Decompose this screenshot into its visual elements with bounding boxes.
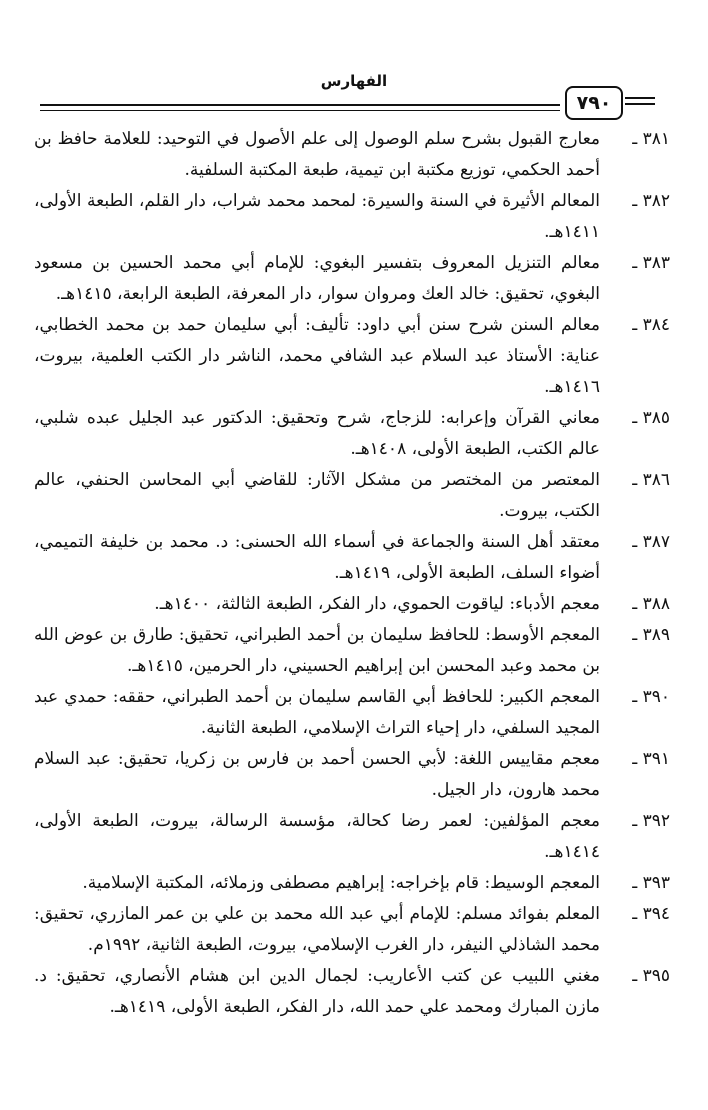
entry-number: ٣٩٤ ـ	[632, 904, 670, 924]
header-rule-thin	[40, 110, 560, 111]
bibliography-entry	[34, 403, 670, 465]
bibliography-list	[34, 124, 670, 1023]
entry-number: ٣٩٢ ـ	[632, 811, 670, 831]
bibliography-entry	[34, 899, 670, 961]
header-title: الفهارس	[320, 72, 388, 90]
entry-number: ٣٨١ ـ	[632, 129, 670, 149]
entry-number: ٣٩٠ ـ	[632, 687, 670, 707]
entry-text: معاني القرآن وإعرابه: للزجاج، شرح وتحقيق: الدكتور عبد الجليل عبده شلبي، عالم الكتب، الطبعة الأولى، ١٤٠٨هـ.	[34, 408, 600, 459]
entry-text: المعجم الكبير: للحافظ أبي القاسم سليمان بن أحمد الطبراني، حققه: حمدي عبد المجيد السلفي، دار إحياء التراث الإسلامي، الطبعة الثانية.	[34, 687, 600, 738]
entry-text: معالم السنن شرح سنن أبي داود: تأليف: أبي سليمان حمد بن محمد الخطابي، عناية: الأستاذ عبد السلام عبد الشافي محمد، الناشر دار الكتب العلمية، بيروت، ١٤١٦هـ.	[34, 315, 600, 397]
bibliography-entry	[34, 868, 670, 899]
bibliography-entry	[34, 527, 670, 589]
entry-text: المعتصر من المختصر من مشكل الآثار: للقاضي أبي المحاسن الحنفي، عالم الكتب، بيروت.	[34, 470, 600, 521]
bibliography-entry	[34, 465, 670, 527]
entry-text: المعجم الأوسط: للحافظ سليمان بن أحمد الطبراني، تحقيق: طارق بن عوض الله بن محمد وعبد المحسن ابن إبراهيم الحسيني، دار الحرمين، ١٤١٥هـ.	[34, 625, 600, 676]
bibliography-entry	[34, 186, 670, 248]
entry-text: معارج القبول بشرح سلم الوصول إلى علم الأصول في التوحيد: للعلامة حافظ بن أحمد الحكمي، توزيع مكتبة ابن تيمية، طبعة المكتبة السلفية.	[34, 129, 600, 180]
entry-text: المعلم بفوائد مسلم: للإمام أبي عبد الله محمد بن علي بن عمر المازري، تحقيق: محمد الشاذلي النيفر، دار الغرب الإسلامي، بيروت، الطبعة الثانية، ١٩٩٢م.	[34, 904, 600, 955]
entry-number: ٣٨٣ ـ	[632, 253, 670, 273]
entry-text: المعجم الوسيط: قام بإخراجه: إبراهيم مصطفى وزملائه، المكتبة الإسلامية.	[82, 873, 600, 893]
header-rule	[40, 104, 560, 106]
entry-text: معجم المؤلفين: لعمر رضا كحالة، مؤسسة الرسالة، بيروت، الطبعة الأولى، ١٤١٤هـ.	[34, 811, 600, 862]
entry-text: مغني اللبيب عن كتب الأعاريب: لجمال الدين ابن هشام الأنصاري، تحقيق: د. مازن المبارك ومحمد علي حمد الله، دار الفكر، الطبعة الأولى، ١٤١٩هـ.	[34, 966, 600, 1017]
entry-number: ٣٨٤ ـ	[632, 315, 670, 335]
entry-number: ٣٩٥ ـ	[632, 966, 670, 986]
entry-text: المعالم الأثيرة في السنة والسيرة: لمحمد محمد شراب، دار القلم، الطبعة الأولى، ١٤١١هـ.	[34, 191, 600, 242]
bibliography-entry	[34, 682, 670, 744]
entry-number: ٣٩١ ـ	[632, 749, 670, 769]
bibliography-entry	[34, 961, 670, 1023]
entry-text: معجم الأدباء: لياقوت الحموي، دار الفكر، الطبعة الثالثة، ١٤٠٠هـ.	[154, 594, 600, 614]
page-number: ٧٩٠	[565, 86, 623, 120]
bibliography-entry	[34, 589, 670, 620]
page-number-ornament	[625, 97, 655, 99]
bibliography-entry	[34, 744, 670, 806]
bibliography-entry	[34, 310, 670, 403]
entry-text: معجم مقاييس اللغة: لأبي الحسن أحمد بن فارس بن زكريا، تحقيق: عبد السلام محمد هارون، دار الجيل.	[34, 749, 600, 800]
entry-number: ٣٨٦ ـ	[632, 470, 670, 490]
entry-number: ٣٨٧ ـ	[632, 532, 670, 552]
page-number-ornament	[625, 103, 655, 105]
bibliography-entry	[34, 620, 670, 682]
entry-number: ٣٨٥ ـ	[632, 408, 670, 428]
entry-number: ٣٨٩ ـ	[632, 625, 670, 645]
entry-text: معالم التنزيل المعروف بتفسير البغوي: للإمام أبي محمد الحسين بن مسعود البغوي، تحقيق: خالد العك ومروان سوار، دار المعرفة، الطبعة الرابعة، ١٤١٥هـ.	[34, 253, 600, 304]
bibliography-entry	[34, 124, 670, 186]
bibliography-entry	[34, 806, 670, 868]
entry-number: ٣٨٢ ـ	[632, 191, 670, 211]
bibliography-entry	[34, 248, 670, 310]
entry-number: ٣٩٣ ـ	[632, 873, 670, 893]
entry-text: معتقد أهل السنة والجماعة في أسماء الله الحسنى: د. محمد بن خليفة التميمي، أضواء السلف، الطبعة الأولى، ١٤١٩هـ.	[34, 532, 600, 583]
entry-number: ٣٨٨ ـ	[632, 594, 670, 614]
